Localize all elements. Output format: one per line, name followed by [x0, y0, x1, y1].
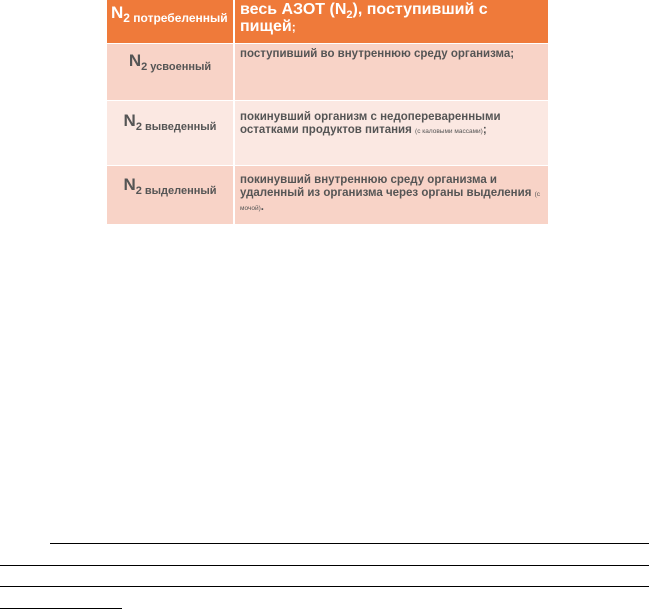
- definition-cell: [235, 0, 548, 44]
- nitrogen-definitions-table: [107, 0, 548, 225]
- term-cell: [107, 166, 235, 225]
- definition-punct: ;: [482, 124, 487, 136]
- table-row: [107, 101, 548, 166]
- term-symbol: N: [123, 111, 136, 130]
- definition-cell: [235, 101, 548, 166]
- definition-punct: ;: [291, 20, 296, 34]
- answer-line: [0, 565, 649, 566]
- definition-text-rest: ), поступивший с пищей: [240, 1, 488, 35]
- term-symbol: N: [111, 3, 124, 22]
- term-subscript: 2 выведенный: [135, 121, 217, 133]
- definition-cell: [235, 44, 548, 101]
- term-cell: [107, 101, 235, 166]
- definition-cell: [235, 166, 548, 225]
- definition-punct: .: [260, 201, 264, 213]
- term-cell: [107, 44, 235, 101]
- term-subscript: 2 выделенный: [135, 185, 217, 197]
- term-symbol: N: [128, 51, 142, 70]
- answer-line: [50, 543, 649, 544]
- definition-text: весь АЗОТ (N: [240, 1, 347, 18]
- term-symbol: N: [123, 175, 136, 194]
- term-subscript: 2 усвоенный: [141, 61, 212, 73]
- table-row: [107, 166, 548, 225]
- definition-note: (с каловыми массами): [415, 128, 483, 135]
- answer-line: [0, 608, 122, 609]
- table-row: [107, 44, 548, 101]
- answer-line: [0, 586, 649, 587]
- definition-text: покинувший внутреннюю среду организма и удаленный из организма через органы выделения: [240, 174, 535, 199]
- definition-subscript: 2: [346, 9, 353, 21]
- definition-text: поступивший во внутреннюю среду организма;: [240, 48, 515, 60]
- definition-note: (с мочой): [240, 191, 541, 212]
- term-subscript: 2 потребеленный: [123, 11, 228, 25]
- table-row: [107, 0, 548, 44]
- term-cell: [107, 0, 235, 44]
- definition-text: покинувший организм с недопереваренными остатками продуктов питания: [240, 111, 501, 136]
